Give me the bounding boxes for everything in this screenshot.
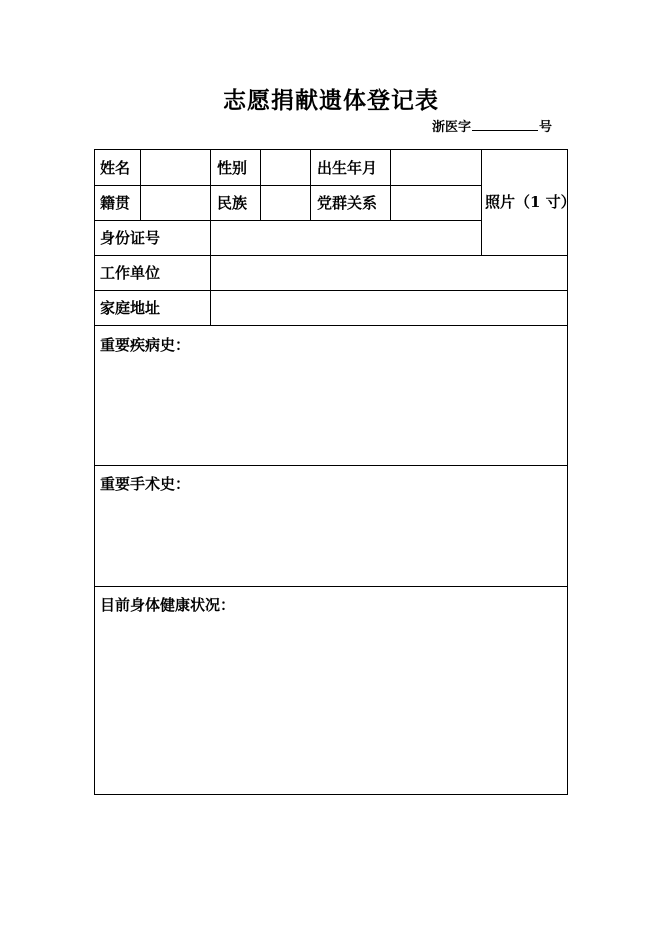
health-status-label: 目前身体健康状况： [100,596,236,614]
ethnicity-label: 民族 [217,194,248,212]
row-divider [95,325,567,326]
column-divider [140,150,141,220]
id-number-label: 身份证号 [100,229,161,247]
column-divider [210,150,211,325]
column-divider [310,150,311,220]
column-divider [390,150,391,220]
birth-date-label: 出生年月 [317,159,378,177]
column-divider [481,150,482,255]
name-label: 姓名 [100,159,131,177]
surgery-history-label: 重要手术史： [100,475,191,493]
row-divider [95,465,567,466]
registration-form-table [94,149,576,795]
disease-history-label: 重要疾病史： [100,336,191,354]
doc-number-suffix: 号 [539,120,553,135]
doc-number-blank[interactable] [472,118,538,131]
form-title: 志愿捐献遗体登记表 [223,87,439,114]
photo-label: 照片（1 寸） [485,193,576,211]
doc-number-prefix: 浙医字 [432,120,472,135]
native-place-label: 籍贯 [100,194,131,212]
row-divider [95,290,567,291]
document-number [432,116,552,135]
column-divider [260,150,261,220]
row-divider [95,255,567,256]
row-divider [95,220,481,221]
home-address-label: 家庭地址 [100,299,161,317]
row-divider [95,185,481,186]
party-affiliation-label: 党群关系 [317,194,378,212]
work-unit-label: 工作单位 [100,264,161,282]
gender-label: 性别 [217,159,248,177]
row-divider [95,586,567,587]
